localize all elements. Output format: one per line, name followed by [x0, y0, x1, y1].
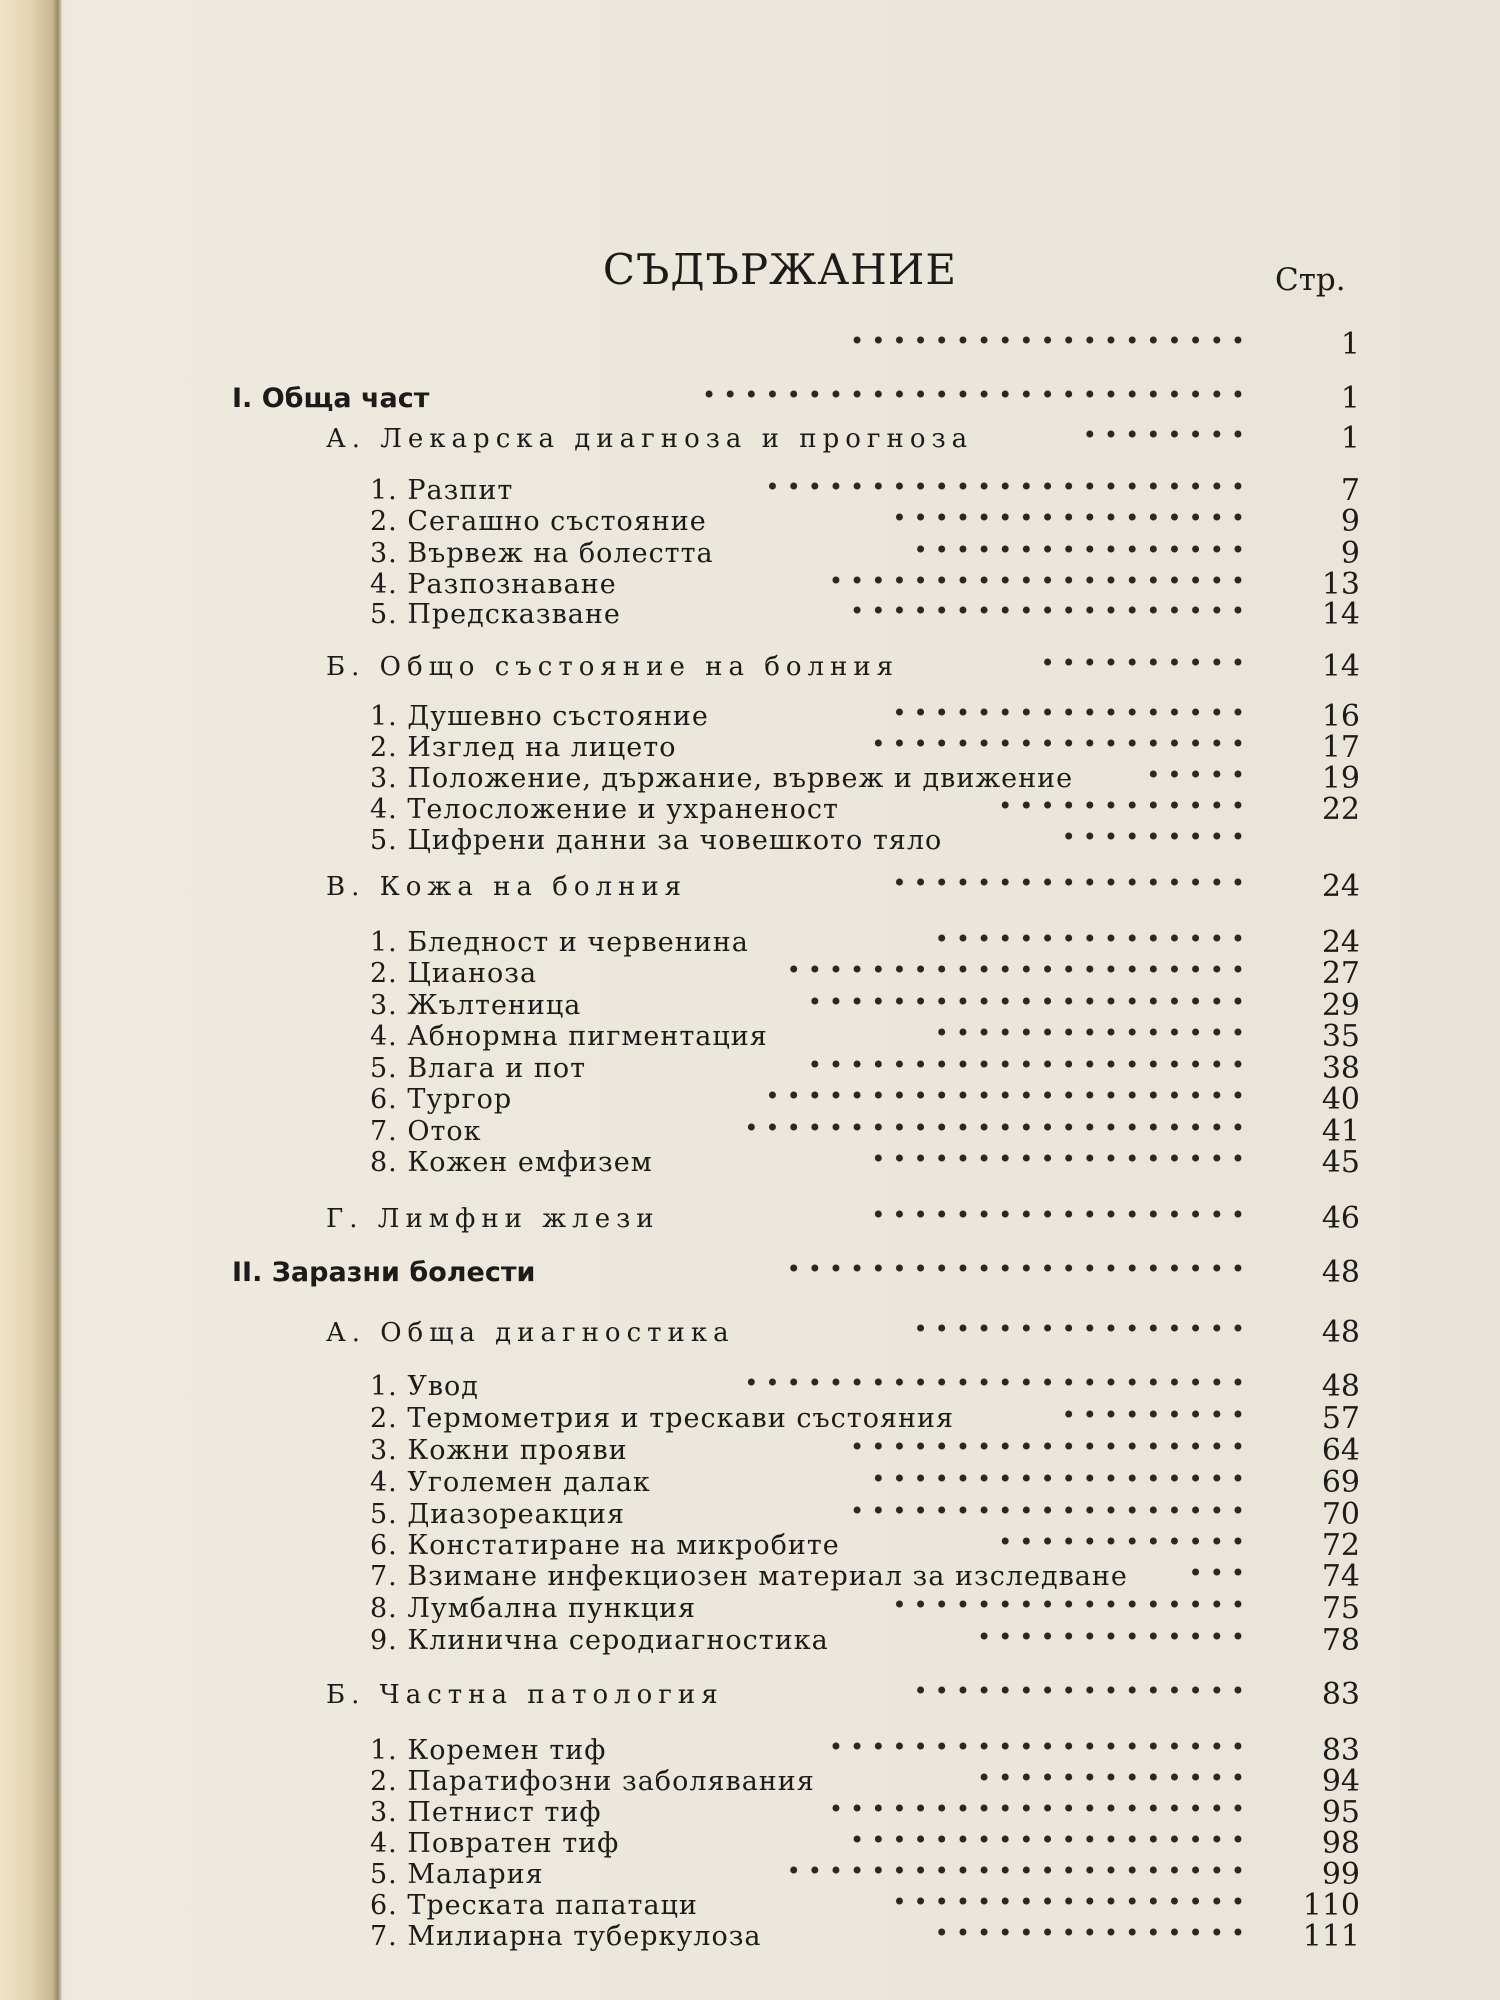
toc-label: 6. Тургор [370, 1084, 513, 1115]
toc-label: 4. Разпознаване [370, 569, 617, 600]
toc-item [0, 793, 1500, 827]
toc-leader-dots: •••••••••••• [998, 792, 1252, 820]
toc-label: Г. Лимфни жлези [326, 1204, 660, 1234]
toc-label: I. Обща част [232, 383, 430, 414]
toc-page-number: 14 [1321, 649, 1360, 684]
toc-page-number: 45 [1321, 1145, 1360, 1180]
toc-item [0, 1370, 1500, 1404]
toc-leader-dots: •••••••••••••••••••••• [786, 956, 1252, 984]
toc-page-number: 70 [1321, 1497, 1360, 1532]
toc-page-number: 94 [1321, 1764, 1360, 1799]
toc-lead-row [0, 328, 1500, 362]
toc-label: 8. Лумбална пункция [370, 1593, 697, 1624]
toc-leader-dots: ••••••••••••••• [934, 925, 1252, 953]
toc-page-number: 99 [1321, 1857, 1360, 1892]
toc-label: 6. Трескатa папатаци [370, 1890, 698, 1921]
toc-label: 2. Изглед на лицето [370, 732, 677, 763]
toc-leader-dots: ••••••••••••••••••••• [807, 988, 1252, 1016]
toc-label: 2. Цианоза [370, 958, 538, 989]
toc-page-number: 83 [1321, 1677, 1360, 1712]
toc-leader-dots: •••••••••••••••••••• [828, 567, 1252, 595]
toc-leader-dots: ••••••••••••••••••• [850, 597, 1252, 625]
toc-page-number: 29 [1321, 988, 1360, 1023]
toc-label: 3. Кожни прояви [370, 1435, 628, 1466]
toc-label: 1. Коремен тиф [370, 1735, 607, 1766]
toc-page-number: 16 [1321, 699, 1360, 734]
toc-leader-dots: •••••••••••••••• [913, 1315, 1252, 1343]
toc-leader-dots: ••••••••••••••••••• [850, 327, 1252, 355]
toc-page-number: 48 [1321, 1255, 1360, 1290]
toc-page-number: 24 [1321, 869, 1360, 904]
toc-page-number: 14 [1321, 597, 1360, 632]
toc-label: 3. Петнист тиф [370, 1797, 602, 1828]
toc-label: 4. Абнормна пигментация [370, 1021, 768, 1052]
toc-leader-dots: •••••••••••••••••• [871, 1145, 1252, 1173]
toc-leader-dots: •••••••••••••••••••••• [786, 1255, 1252, 1283]
toc-label: 8. Кожен емфизем [370, 1147, 653, 1178]
toc-label: 1. Разпит [370, 475, 514, 506]
toc-leader-dots: ••••••••••••••• [934, 1919, 1252, 1947]
toc-page-number: 110 [1302, 1888, 1360, 1923]
toc-page-number: 64 [1321, 1433, 1360, 1468]
toc-leader-dots: ••••••••••••••••• [892, 1888, 1252, 1916]
toc-label: 2. Термометрия и трескави състояния [370, 1403, 955, 1434]
toc-leader-dots: ••••••••••••••••••• [850, 1497, 1252, 1525]
toc-item [0, 1498, 1500, 1532]
toc-leader-dots: •••••••••••••••• [913, 536, 1252, 564]
toc-label: 3. Жълтеница [370, 990, 582, 1021]
toc-label: 5. Влага и пот [370, 1053, 587, 1084]
toc-label: В. Кожа на болния [326, 872, 688, 902]
toc-page-number: 48 [1321, 1369, 1360, 1404]
toc-page-number: 7 [1340, 473, 1360, 508]
toc-label: 7. Милиарна туберкулоза [370, 1921, 762, 1952]
toc-item [0, 1734, 1500, 1768]
toc-part [0, 382, 1500, 416]
toc-page-number: 95 [1321, 1795, 1360, 1830]
toc-section [0, 422, 1500, 456]
toc-leader-dots: •••••••••••••••••• [871, 1201, 1252, 1229]
toc-page-number: 38 [1321, 1051, 1360, 1086]
toc-page-number: 74 [1321, 1559, 1360, 1594]
toc-leader-dots: ••••••••• [1061, 1401, 1252, 1429]
toc-page-number: 24 [1321, 925, 1360, 960]
toc-page-number: 13 [1321, 567, 1360, 602]
toc-label: 2. Паратифозни заболявания [370, 1766, 815, 1797]
toc-item [0, 762, 1500, 796]
toc-page-number: 48 [1321, 1315, 1360, 1350]
toc-label: Б. Общо състояние на болния [326, 652, 900, 682]
toc-leader-dots: •••••••••••••••••••••••• [744, 1369, 1252, 1397]
toc-page-number: 72 [1321, 1528, 1360, 1563]
toc-label: 5. Малария [370, 1859, 544, 1890]
toc-label: 5. Диазореакция [370, 1499, 625, 1530]
toc-item [0, 989, 1500, 1023]
toc-label: II. Заразни болести [232, 1257, 536, 1288]
toc-leader-dots: •••••••••••••••••••••••• [744, 1114, 1252, 1142]
toc-label: 4. Уголемен далак [370, 1467, 651, 1498]
toc-label: А. Лекарска диагноза и прогноза [326, 424, 974, 454]
toc-label: А. Обща диагностика [326, 1318, 735, 1348]
toc-label: Б. Частна патология [326, 1680, 724, 1710]
toc-label: 7. Взимане инфекциозен материал за изследване [370, 1561, 1128, 1592]
page-column-label: Стр. [1275, 262, 1346, 298]
toc-leader-dots: •••••••••••••••• [913, 1677, 1252, 1705]
toc-leader-dots: ••••••••••••••••••• [850, 1826, 1252, 1854]
toc-page-number: 46 [1321, 1201, 1360, 1236]
toc-item [0, 824, 1500, 858]
toc-page-number: 75 [1321, 1591, 1360, 1626]
toc-page-number: 1 [1340, 381, 1360, 416]
toc-page-number: 40 [1321, 1082, 1360, 1117]
toc-label: 5. Предсказване [370, 599, 621, 630]
toc-item [0, 1529, 1500, 1563]
toc-leader-dots: ••••••••• [1061, 823, 1252, 851]
toc-leader-dots: •••••••••••••••••••• [828, 1795, 1252, 1823]
toc-item [0, 1146, 1500, 1180]
toc-leader-dots: ••••••••••••••• [934, 1019, 1252, 1047]
toc-page-number: 98 [1321, 1826, 1360, 1861]
toc-leader-dots: •••••••••••••••••• [871, 730, 1252, 758]
toc-leader-dots: ••••••••••••••••••••• [807, 1051, 1252, 1079]
toc-page-number: 19 [1321, 761, 1360, 796]
toc-leader-dots: ••• [1188, 1559, 1252, 1587]
toc-section [0, 650, 1500, 684]
toc-item [0, 731, 1500, 765]
toc-page-number: 27 [1321, 956, 1360, 991]
toc-part [0, 1256, 1500, 1290]
toc-leader-dots: •••••••••••••••••••••• [786, 1857, 1252, 1885]
toc-page-number: 83 [1321, 1733, 1360, 1768]
toc-item [0, 1920, 1500, 1954]
toc-label: 1. Бледност и червенина [370, 927, 749, 958]
toc-label: 6. Констатиране на микробите [370, 1530, 840, 1561]
toc-leader-dots: ••••••••••••••••• [892, 869, 1252, 897]
toc-leader-dots: •••••••• [1082, 421, 1252, 449]
toc-leader-dots: ••••• [1146, 761, 1252, 789]
toc-leader-dots: ••••••••••••••••• [892, 699, 1252, 727]
toc-item [0, 1592, 1500, 1626]
toc-label: 1. Душевно състояние [370, 701, 709, 732]
toc-section [0, 1316, 1500, 1350]
toc-leader-dots: ••••••••••••• [976, 1764, 1252, 1792]
toc-page-number: 41 [1321, 1114, 1360, 1149]
toc-label: 4. Телосложение и ухраненост [370, 794, 839, 825]
toc-item [0, 1889, 1500, 1923]
toc-label: 9. Клинична серодиагностика [370, 1625, 829, 1656]
toc-label: 4. Повратен тиф [370, 1828, 620, 1859]
toc-item [0, 598, 1500, 632]
page-title: СЪДЪРЖАНИЕ [602, 245, 958, 294]
toc-leader-dots: •••••••••••••••••••••••••• [701, 381, 1252, 409]
toc-page-number: 22 [1321, 792, 1360, 827]
toc-section [0, 870, 1500, 904]
toc-leader-dots: •••••••••••• [998, 1528, 1252, 1556]
toc-section [0, 1678, 1500, 1712]
toc-leader-dots: •••••••••• [1040, 649, 1252, 677]
toc-item [0, 1624, 1500, 1658]
toc-label: 7. Оток [370, 1116, 482, 1147]
toc-leader-dots: ••••••••••••••••• [892, 504, 1252, 532]
toc-page-number: 57 [1321, 1401, 1360, 1436]
toc-page-number: 1 [1340, 327, 1360, 362]
toc-leader-dots: ••••••••••••••••••• [850, 1433, 1252, 1461]
toc-page-number: 9 [1340, 504, 1360, 539]
toc-leader-dots: ••••••••••••• [976, 1623, 1252, 1651]
toc-label: 5. Цифрени данни за човешкото тяло [370, 825, 943, 856]
toc-page-number: 111 [1302, 1919, 1360, 1954]
toc-leader-dots: ••••••••••••••••• [892, 1591, 1252, 1619]
toc-page-number: 69 [1321, 1465, 1360, 1500]
toc-page-number: 1 [1340, 421, 1360, 456]
toc-leader-dots: •••••••••••••••••••• [828, 1733, 1252, 1761]
toc-section [0, 1202, 1500, 1236]
toc-page-number: 17 [1321, 730, 1360, 765]
toc-label: 3. Положение, държание, вървеж и движение [370, 763, 1074, 794]
toc-label: 2. Сегашно състояние [370, 506, 707, 537]
toc-page-number: 78 [1321, 1623, 1360, 1658]
toc-label: 3. Вървеж на болестта [370, 538, 714, 569]
toc-leader-dots: ••••••••••••••••••••••• [765, 473, 1252, 501]
toc-label: 1. Увод [370, 1371, 479, 1402]
toc-leader-dots: ••••••••••••••••••••••• [765, 1082, 1252, 1110]
toc-leader-dots: •••••••••••••••••• [871, 1465, 1252, 1493]
toc-page-number: 9 [1340, 536, 1360, 571]
toc-page-number: 35 [1321, 1019, 1360, 1054]
